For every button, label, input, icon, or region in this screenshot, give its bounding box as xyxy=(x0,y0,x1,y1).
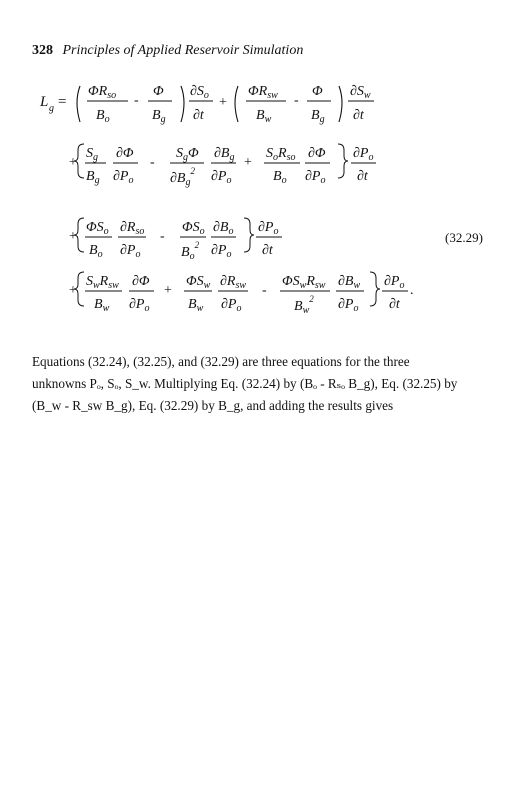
svg-text:∂t: ∂t xyxy=(357,169,368,184)
svg-text:Φ: Φ xyxy=(153,84,164,99)
lhs-symbol: L xyxy=(40,94,49,110)
svg-text:Bg: $B_g$ xyxy=(152,108,166,125)
svg-text:∂Po: $\partial P_o$ xyxy=(353,146,374,163)
svg-text:-: - xyxy=(134,93,139,108)
body-paragraph xyxy=(32,351,472,417)
svg-text:+: + xyxy=(244,155,252,170)
svg-text:∂Po: $\partial P_o$ xyxy=(211,169,232,186)
svg-text:∂Bg: $\partial B_g$ xyxy=(214,146,235,163)
svg-text:-: - xyxy=(150,155,155,170)
svg-text:∂t: ∂t xyxy=(389,297,400,312)
svg-text:Bw: $B_w$ xyxy=(94,297,110,314)
book-title: Principles of Applied Reservoir Simulation xyxy=(62,43,304,58)
svg-text:Bo2: $B_o^2$ xyxy=(181,240,200,262)
svg-text:ΦSo: $\Phi S_o$ xyxy=(86,220,109,237)
svg-text:∂Po: $\partial P_o$ xyxy=(211,243,232,260)
equation-row-2 xyxy=(69,144,376,188)
svg-text:Sg: $S_g$ xyxy=(86,146,98,163)
equation-lhs xyxy=(39,94,66,114)
svg-text:∂Sw: $\partial S_w$ xyxy=(350,84,371,101)
svg-text:∂Po: $\partial P_o$ xyxy=(113,169,134,186)
svg-text:Bg: $B_g$ xyxy=(86,169,100,186)
svg-text:+: + xyxy=(219,95,227,110)
svg-text:-: - xyxy=(160,229,165,244)
page-number: 328 xyxy=(32,43,53,58)
equation-row-3 xyxy=(69,218,282,262)
paragraph-line-1: Equations (32.24), (32.25), and (32.29) are three equations for the three xyxy=(32,354,410,369)
svg-text:∂So: $\partial S_o$ xyxy=(190,84,209,101)
svg-text:Bo: $B_o$ xyxy=(273,169,287,186)
svg-text:∂Po: $\partial P_o$ xyxy=(258,220,279,237)
svg-text:∂Bo: $\partial B_o$ xyxy=(213,220,234,237)
lhs-equals: = xyxy=(58,94,67,110)
svg-text:+: + xyxy=(69,155,77,170)
svg-text:∂Bw: $\partial B_w$ xyxy=(338,274,361,291)
svg-text:ΦRsw: $\Phi R_{sw}$ xyxy=(248,84,278,101)
svg-text:∂Po: $\partial P_o$ xyxy=(221,297,242,314)
svg-text:+: + xyxy=(69,229,77,244)
svg-text:+: + xyxy=(69,283,77,298)
svg-text:ΦSo: $\Phi S_o$ xyxy=(182,220,205,237)
svg-text:ΦSw: $\Phi S_w$ xyxy=(186,274,211,291)
svg-text:Bw: $B_w$ xyxy=(256,108,272,125)
svg-text:∂Po: $\partial P_o$ xyxy=(338,297,359,314)
svg-text:Bo: $B_o$ xyxy=(89,243,103,260)
svg-text:∂Φ: ∂Φ xyxy=(308,146,326,161)
svg-text:∂t: ∂t xyxy=(262,243,273,258)
svg-text:∂Po: $\partial P_o$ xyxy=(305,169,326,186)
svg-text:ΦSwRsw: $\Phi S_wR_{sw}$ xyxy=(282,274,326,291)
equation-row-1 xyxy=(77,84,374,125)
paragraph-line-3: (B_w - R_sw B_g), Eq. (32.29) by B_g, and adding the results gives xyxy=(32,398,394,413)
svg-text:∂t: ∂t xyxy=(353,108,364,123)
svg-text:SoRso: $S_oR_{so}$ xyxy=(266,146,296,163)
equation-number: (32.29) xyxy=(445,230,483,245)
svg-text:Φ: Φ xyxy=(312,84,323,99)
svg-text:∂t: ∂t xyxy=(193,108,204,123)
svg-text:SgΦ: $S_g\Phi$ xyxy=(176,146,199,163)
svg-text:∂Po: $\partial P_o$ xyxy=(384,274,405,291)
svg-text:∂Po: $\partial P_o$ xyxy=(129,297,150,314)
svg-text:Bw: $B_w$ xyxy=(188,297,204,314)
svg-text:.: . xyxy=(410,283,414,298)
svg-text:ΦRso: $\Phi R_{so}$ xyxy=(88,84,117,101)
svg-text:∂Rsw: $\partial R_{sw}$ xyxy=(220,274,247,291)
svg-text:∂Φ: ∂Φ xyxy=(132,274,150,289)
svg-text:-: - xyxy=(294,93,299,108)
svg-text:∂Po: $\partial P_o$ xyxy=(120,243,141,260)
lhs-subscript: g xyxy=(49,103,54,114)
paragraph-line-2: unknowns Pₒ, Sₒ, S_w. Multiplying Eq. (32.24) by (Bₒ - Rₛₒ B_g), Eq. (32.25) by xyxy=(32,376,458,391)
svg-text:Bg: $B_g$ xyxy=(311,108,325,125)
svg-text:∂Φ: ∂Φ xyxy=(116,146,134,161)
svg-text:+: + xyxy=(164,283,172,298)
svg-text:∂Rso: $\partial R_{so}$ xyxy=(120,220,145,237)
svg-text:Bo: $B_o$ xyxy=(96,108,110,125)
svg-text:SwRsw: $S_wR_{sw}$ xyxy=(86,274,119,291)
svg-text:Bw2: $B_w^2$ xyxy=(294,294,314,316)
svg-text:∂Bg2: $\partial B_g^2$ xyxy=(170,166,195,188)
svg-text:-: - xyxy=(262,283,267,298)
equation-row-4 xyxy=(69,272,414,316)
